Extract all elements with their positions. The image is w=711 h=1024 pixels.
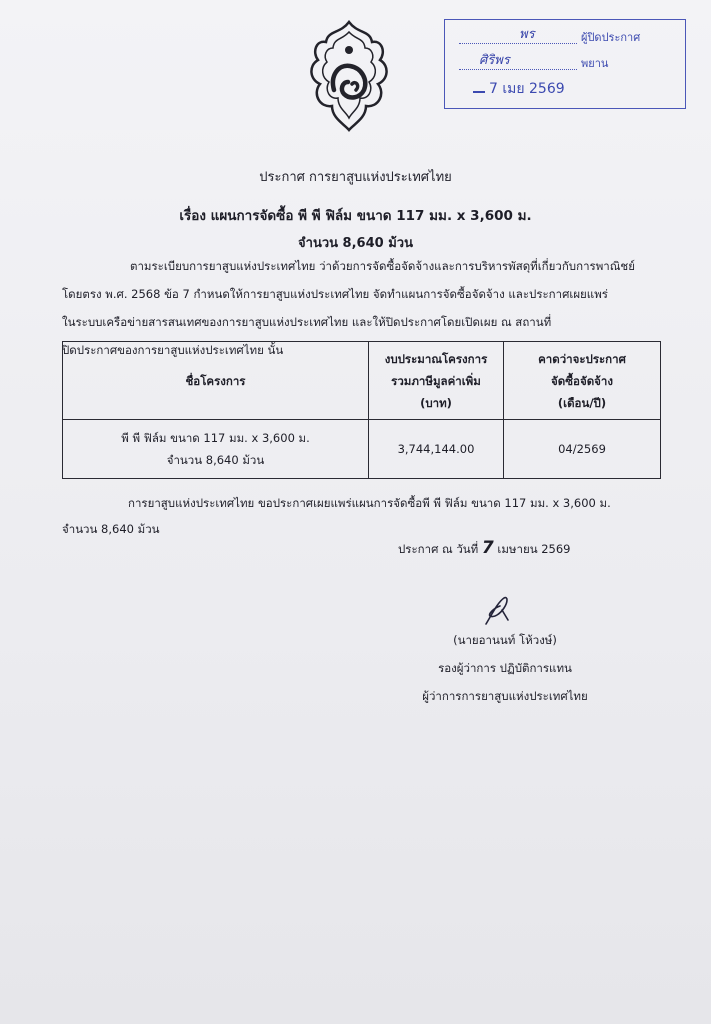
witness-label: พยาน	[581, 57, 609, 70]
cell-schedule: 04/2569	[504, 420, 661, 479]
procurement-plan-table	[62, 341, 661, 479]
header-project-name: ชื่อโครงการ	[63, 342, 369, 420]
announce-date-prefix: ประกาศ ณ วันที่	[398, 542, 479, 556]
signer-name: (นายอานนท์ โห้วงษ์)	[453, 633, 557, 647]
received-stamp	[444, 19, 686, 109]
header-budget: งบประมาณโครงการ รวมภาษีมูลค่าเพิ่ม (บาท)	[369, 342, 504, 420]
intro-line: ในระบบเครือข่ายสารสนเทศของการยาสูบแห่งประเทศไทย และให้ปิดประกาศโดยเปิดเผย ณ สถานที่	[62, 315, 552, 329]
intro-line: ตามระเบียบการยาสูบแห่งประเทศไทย ว่าด้วยการจัดซื้อจัดจ้างและการบริหารพัสดุที่เกี่ยวกับการพาณิชย์	[130, 259, 635, 273]
announcer-initials: พร	[519, 27, 535, 42]
cell-budget: 3,744,144.00	[369, 420, 504, 479]
stamp-date: 7 เมย 2569	[489, 81, 565, 97]
signer-organization: ผู้ว่าการการยาสูบแห่งประเทศไทย	[422, 689, 588, 703]
announcer-label: ผู้ปิดประกาศ	[581, 31, 641, 44]
announce-date-line	[398, 538, 571, 559]
tobacco-authority-emblem	[308, 20, 390, 132]
intro-line: โดยตรง พ.ศ. 2568 ข้อ 7 กำหนดให้การยาสูบแห่งประเทศไทย จัดทำแผนการจัดซื้อจัดจ้าง และประกาศเผยแพร่	[62, 287, 608, 301]
announcement-heading: ประกาศ การยาสูบแห่งประเทศไทย	[259, 170, 452, 185]
header-schedule: คาดว่าจะประกาศ จัดซื้อจัดจ้าง (เดือน/ปี)	[504, 342, 661, 420]
announcement-subject: เรื่อง แผนการจัดซื้อ พี พี ฟิล์ม ขนาด 117 มม. x 3,600 ม.	[179, 208, 532, 224]
signer-role: รองผู้ว่าการ ปฏิบัติการแทน	[438, 661, 572, 675]
closing-paragraph	[62, 490, 662, 542]
announce-month-year: เมษายน 2569	[497, 542, 571, 556]
signature	[478, 592, 518, 632]
closing-line: จำนวน 8,640 ม้วน	[62, 522, 160, 536]
table-header-row	[63, 342, 661, 420]
announce-day: 7	[481, 538, 494, 558]
witness-initials: ศิริพร	[479, 53, 510, 68]
closing-line: การยาสูบแห่งประเทศไทย ขอประกาศเผยแพร่แผนการจัดซื้อพี พี ฟิล์ม ขนาด 117 มม. x 3,600 ม.	[128, 496, 611, 510]
table-row	[63, 420, 661, 479]
announcement-quantity: จำนวน 8,640 ม้วน	[298, 236, 413, 251]
intro-line: ปิดประกาศของการยาสูบแห่งประเทศไทย นั้น	[62, 343, 284, 357]
cell-project-name: พี พี ฟิล์ม ขนาด 117 มม. x 3,600 ม. จำนวน 8,640 ม้วน	[63, 420, 369, 479]
